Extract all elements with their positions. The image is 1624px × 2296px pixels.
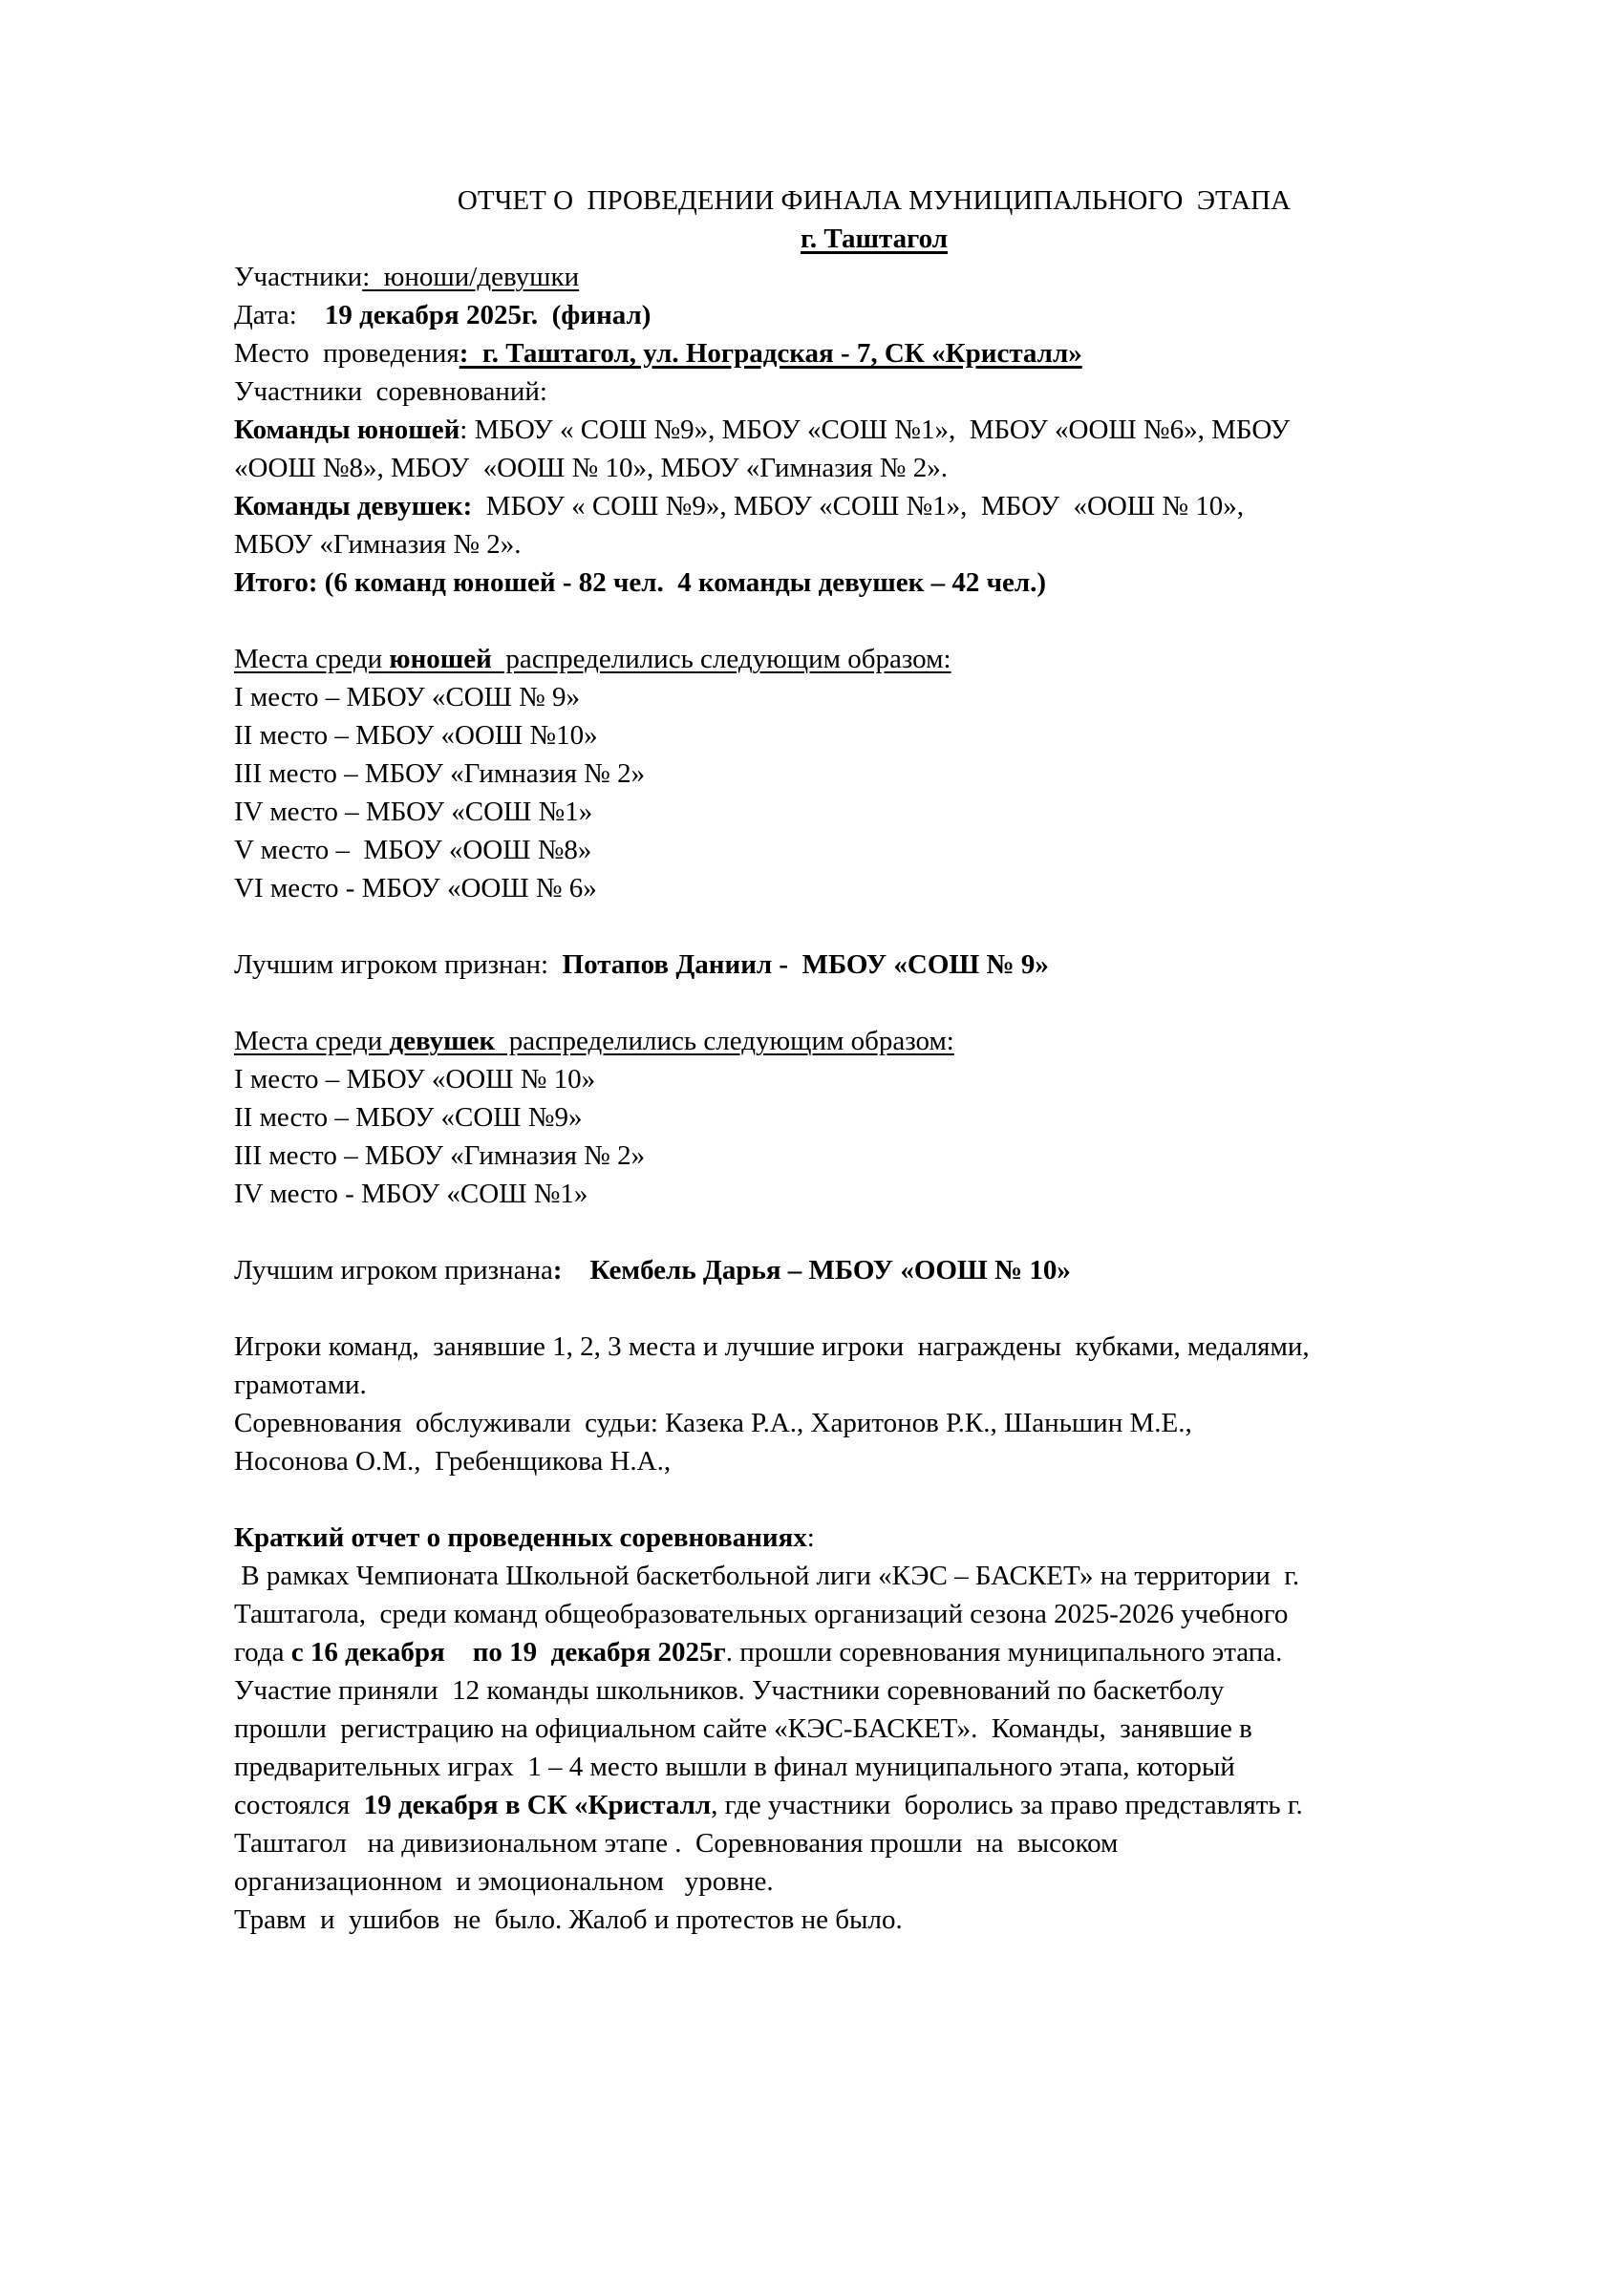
girls-place-item: I место – МБОУ «ООШ № 10»	[234, 1064, 596, 1095]
participants-line	[234, 258, 1552, 296]
report-title: ОТЧЕТ О ПРОВЕДЕНИИ ФИНАЛА МУНИЦИПАЛЬНОГО ЭТАПА	[457, 185, 1292, 216]
girls-places-list	[234, 1060, 1552, 1213]
venue-value: : г. Таштагол, ул. Ноградская - 7, СК «Кристалл»	[459, 338, 1082, 369]
boys-teams-line-2: «ООШ №8», МБОУ «ООШ № 10», МБОУ «Гимназия № 2».	[234, 453, 948, 483]
participants-label: Участники	[234, 262, 363, 292]
venue-label: Место проведения	[234, 338, 459, 369]
boys-place-item: V место – МБОУ «ООШ №8»	[234, 835, 592, 865]
girls-teams-line-2: МБОУ «Гимназия № 2».	[234, 529, 522, 560]
date-line	[234, 296, 1552, 334]
summary-line	[234, 1633, 1552, 1671]
summary-line	[234, 1786, 1552, 1824]
girls-best-colon: :	[552, 1255, 590, 1286]
summary-line: предварительных играх 1 – 4 место вышли в финал муниципального этапа, который	[234, 1752, 1235, 1782]
girls-best-label: Лучшим игроком признана	[234, 1255, 553, 1286]
spacer	[234, 602, 1552, 640]
summary-line: Таштагол на дивизиональном этапе . Соревнования прошли на высоком	[234, 1828, 1119, 1859]
summary-body	[234, 1557, 1552, 1939]
boys-place-item: III место – МБОУ «Гимназия № 2»	[234, 758, 646, 789]
participants-value: : юноши/девушки	[362, 262, 580, 292]
summary-heading-text: Краткий отчет о проведенных соревнованиях	[234, 1522, 807, 1553]
awards-line-2: грамотами.	[234, 1370, 367, 1400]
summary-line-7-post: , где участники боролись за право представлять г.	[711, 1790, 1303, 1820]
girls-best-player	[234, 1251, 1552, 1289]
girls-place-item: IV место - МБОУ «СОШ №1»	[234, 1179, 588, 1209]
summary-heading-colon: :	[806, 1522, 815, 1553]
boys-results-heading	[234, 640, 1552, 678]
boys-best-value: Потапов Даниил - МБОУ «СОШ № 9»	[562, 949, 1049, 980]
document-content	[234, 181, 1552, 1939]
girls-heading-bold: девушек	[389, 1026, 496, 1056]
judges-line-2: Носонова О.М., Гребенщикова Н.А.,	[234, 1446, 672, 1477]
boys-best-label: Лучшим игроком признан:	[234, 949, 563, 980]
girls-results-heading	[234, 1022, 1552, 1060]
girls-best-value: Кембель Дарья – МБОУ «ООШ № 10»	[589, 1255, 1071, 1286]
boys-teams-label: Команды юношей	[234, 415, 460, 445]
girls-teams-line-1	[234, 487, 1552, 525]
summary-line: Таштагола, среди команд общеобразовательных организаций сезона 2025-2026 учебного	[234, 1599, 1289, 1629]
date-label: Дата:	[234, 300, 325, 330]
spacer	[234, 907, 1552, 946]
boys-teams-line-1	[234, 411, 1552, 449]
summary-line-7-pre: состоялся	[234, 1790, 364, 1820]
girls-place-item: III место – МБОУ «Гимназия № 2»	[234, 1140, 646, 1171]
boys-place-item: IV место – МБОУ «СОШ №1»	[234, 797, 593, 827]
boys-place-item: II место – МБОУ «ООШ №10»	[234, 720, 598, 751]
boys-best-player	[234, 946, 1552, 984]
summary-line: Участие приняли 12 команды школьников. Участники соревнований по баскетболу	[234, 1675, 1225, 1706]
boys-place-item: VI место - МБОУ «ООШ № 6»	[234, 873, 597, 904]
summary-line: прошли регистрацию на официальном сайте «КЭС-БАСКЕТ». Команды, занявшие в	[234, 1713, 1252, 1744]
summary-line: В рамках Чемпионата Школьной баскетбольной лиги «КЭС – БАСКЕТ» на территории г.	[234, 1561, 1300, 1591]
girls-teams-list-1: МБОУ « СОШ №9», МБОУ «СОШ №1», МБОУ «ООШ № 10»,	[472, 491, 1245, 521]
spacer	[234, 1480, 1552, 1519]
competitors-label: Участники соревнований:	[234, 376, 547, 407]
summary-heading	[234, 1519, 1552, 1557]
spacer	[234, 1289, 1552, 1328]
teams-total: Итого: (6 команд юношей - 82 чел. 4 команды девушек – 42 чел.)	[234, 567, 1047, 598]
boys-heading-post: распределились следующим образом:	[491, 644, 951, 674]
boys-places-list	[234, 678, 1552, 907]
summary-line: организационном и эмоциональном уровне.	[234, 1866, 774, 1897]
girls-heading-pre: Места среди	[234, 1026, 390, 1056]
girls-teams-label: Команды девушек:	[234, 491, 473, 521]
boys-heading-bold: юношей	[389, 644, 492, 674]
boys-heading-pre: Места среди	[234, 644, 390, 674]
summary-line-3-pre: года	[234, 1637, 291, 1668]
summary-line-3-post: . прошли соревнования муниципального этапа.	[725, 1637, 1283, 1668]
judges-line-1: Соревнования обслуживали судьи: Казека Р.А., Харитонов Р.К., Шаньшин М.Е.,	[234, 1408, 1192, 1438]
venue-line	[234, 334, 1552, 372]
report-city-text: г. Таштагол	[801, 223, 948, 254]
boys-teams-list-1: : МБОУ « СОШ №9», МБОУ «СОШ №1», МБОУ «ООШ №6», МБОУ	[459, 415, 1291, 445]
summary-final-venue: 19 декабря в СК «Кристалл	[363, 1790, 712, 1820]
awards-line-1: Игроки команд, занявшие 1, 2, 3 места и лучшие игроки награждены кубками, медалями,	[234, 1331, 1310, 1362]
report-city	[234, 220, 1514, 258]
spacer	[234, 1213, 1552, 1251]
girls-heading-post: распределились следующим образом:	[495, 1026, 954, 1056]
date-value: 19 декабря 2025г. (финал)	[324, 300, 652, 330]
spacer	[234, 984, 1552, 1022]
summary-line: Травм и ушибов не было. Жалоб и протестов не было.	[234, 1904, 903, 1935]
summary-dates: с 16 декабря по 19 декабря 2025г	[290, 1637, 726, 1668]
boys-place-item: I место – МБОУ «СОШ № 9»	[234, 682, 581, 712]
girls-place-item: II место – МБОУ «СОШ №9»	[234, 1102, 583, 1133]
